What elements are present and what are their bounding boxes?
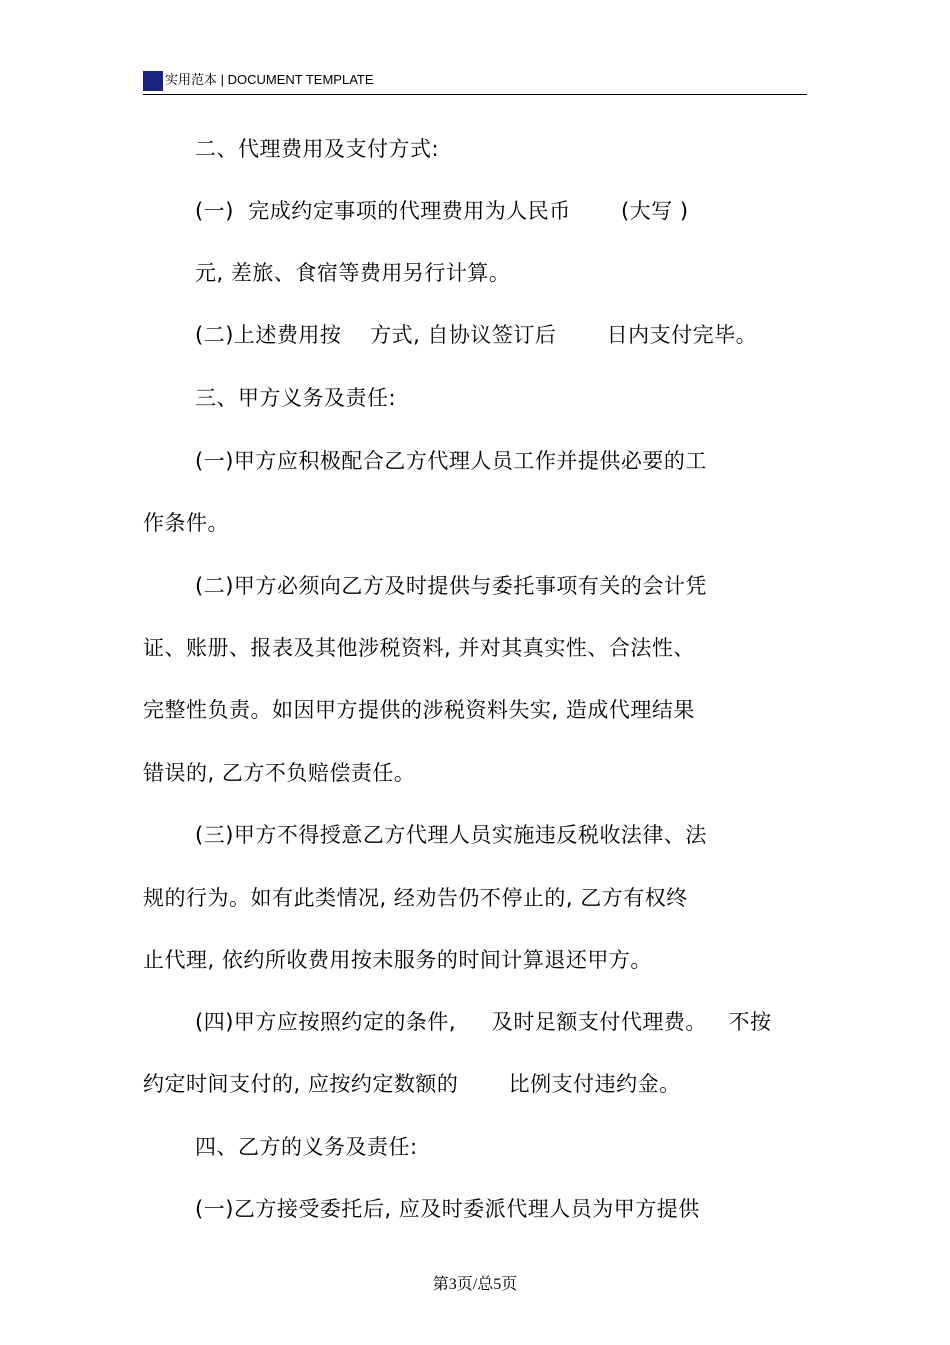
header-label: 实用范本 | DOCUMENT TEMPLATE	[165, 72, 374, 87]
logo-square	[143, 71, 163, 91]
text-line: (三)甲方不得授意乙方代理人员实施违反税收法律、法	[195, 823, 707, 847]
text-line: 规的行为。如有此类情况, 经劝告仍不停止的, 乙方有权终	[143, 886, 688, 910]
text-line: (二)甲方必须向乙方及时提供与委托事项有关的会计凭	[195, 574, 707, 598]
text-line: 完整性负责。如因甲方提供的涉税资料失实, 造成代理结果	[143, 698, 695, 722]
section-heading-party-b: 四、乙方的义务及责任:	[195, 1135, 418, 1159]
text-line: (四)甲方应按照约定的条件, 及时足额支付代理费。 不按	[195, 1010, 772, 1034]
text-line: (一)乙方接受委托后, 应及时委派代理人员为甲方提供	[195, 1197, 700, 1221]
section-heading-party-a: 三、甲方义务及责任:	[195, 386, 397, 410]
text-line: 元, 差旅、食宿等费用另行计算。	[195, 261, 511, 285]
text-line: 证、账册、报表及其他涉税资料, 并对其真实性、合法性、	[143, 636, 695, 660]
text-line: 错误的, 乙方不负赔偿责任。	[143, 761, 416, 785]
text-line: (一)甲方应积极配合乙方代理人员工作并提供必要的工	[195, 449, 707, 473]
page-header	[143, 68, 807, 95]
text-line: 作条件。	[143, 511, 229, 535]
text-line: 止代理, 依约所收费用按未服务的时间计算退还甲方。	[143, 948, 652, 972]
text-line: 约定时间支付的, 应按约定数额的 比例支付违约金。	[143, 1072, 681, 1096]
section-heading-fees: 二、代理费用及支付方式:	[195, 137, 440, 161]
page-number: 第3页/总5页	[432, 1276, 518, 1293]
text-line: (一) 完成约定事项的代理费用为人民币 (大写 )	[195, 199, 689, 223]
text-line: (二)上述费用按 方式, 自协议签订后 日内支付完毕。	[195, 323, 758, 347]
